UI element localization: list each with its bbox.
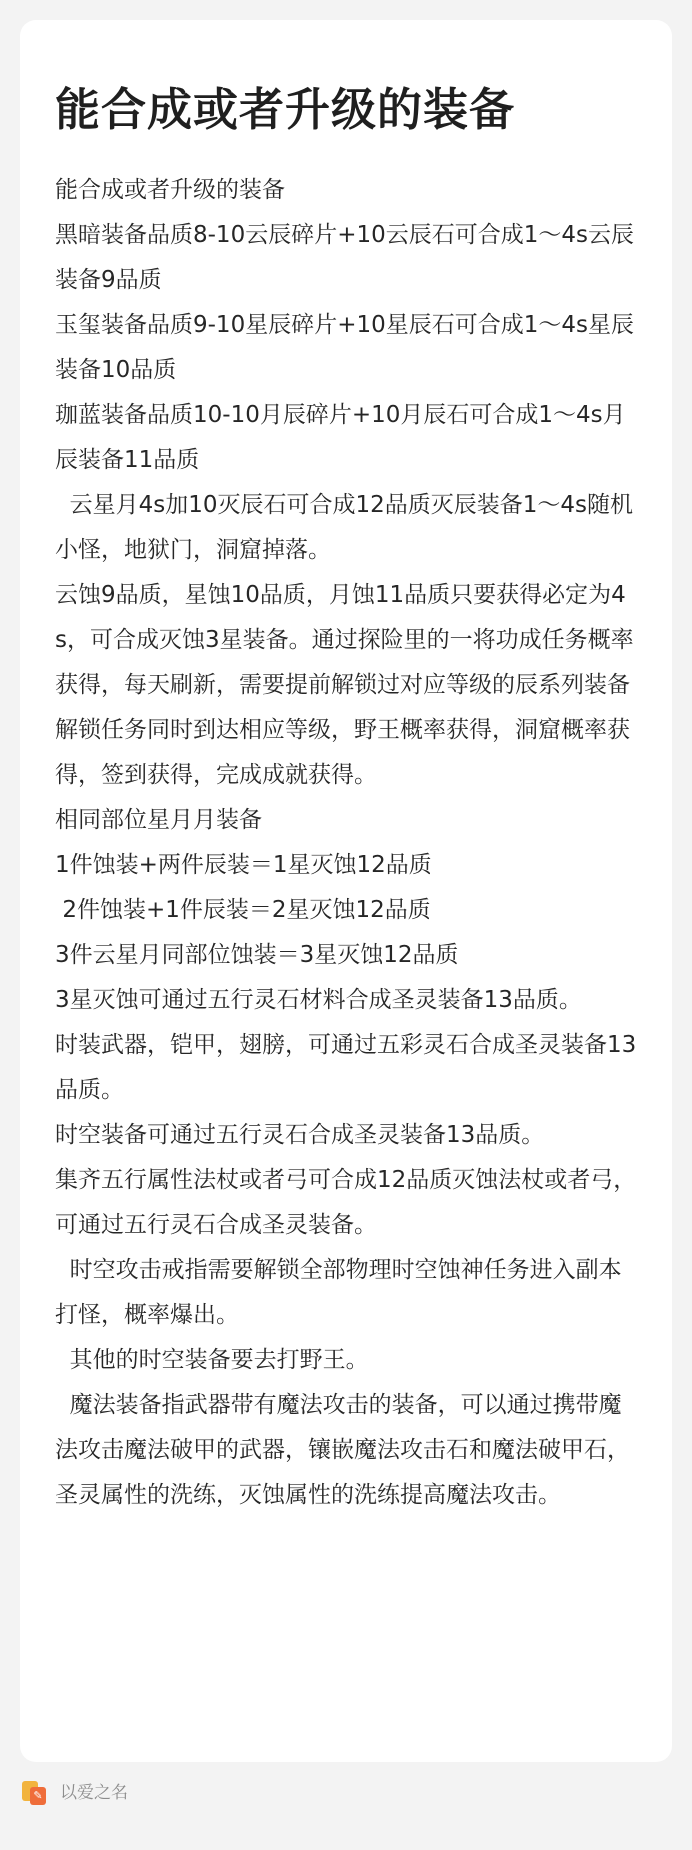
article-line: 玉玺装备品质9-10星辰碎片+10星辰石可合成1～4s星辰装备10品质 xyxy=(55,312,634,383)
article-line: 小怪，地狱门，洞窟掉落。 xyxy=(55,537,331,563)
author-name[interactable]: 以爱之名 xyxy=(60,1783,128,1803)
article-line: 3件云星月同部位蚀装＝3星灭蚀12品质 xyxy=(55,942,459,968)
article-line: 黑暗装备品质8-10云辰碎片+10云辰石可合成1～4s云辰装备9品质 xyxy=(55,222,634,293)
article-line: 集齐五行属性法杖或者弓可合成12品质灭蚀法杖或者弓，可通过五行灵石合成圣灵装备。 xyxy=(55,1167,637,1238)
article-title: 能合成或者升级的装备 xyxy=(55,83,516,136)
article-line: 云蚀9品质，星蚀10品质，月蚀11品质只要获得必定为4s，可合成灭蚀3星装备。通过探险里的一将功成任务概率获得，每天刷新，需要提前解锁过对应等级的辰系列装备解锁任务同时到达相应等级，野王概率获得，洞窟概率获得，签到获得，完成成就获得。 xyxy=(55,582,634,788)
article-line: 云星月4s加10灭辰石可合成12品质灭辰装备1～4s随机 xyxy=(55,492,634,518)
article-line: 时空攻击戒指需要解锁全部物理时空蚀神任务进入副本打怪，概率爆出。 xyxy=(55,1257,622,1328)
author-footer[interactable] xyxy=(22,1778,128,1808)
article-line: 2件蚀装+1件辰装＝2星灭蚀12品质 xyxy=(55,897,431,923)
article-line: 时装武器，铠甲，翅膀，可通过五彩灵石合成圣灵装备13品质。 xyxy=(55,1032,637,1103)
article-body xyxy=(55,168,638,1518)
article-line: 相同部位星月月装备 xyxy=(55,807,262,833)
article-line: 1件蚀装+两件辰装＝1星灭蚀12品质 xyxy=(55,852,432,878)
article-card xyxy=(20,20,672,1762)
article-line: 魔法装备指武器带有魔法攻击的装备，可以通过携带魔法攻击魔法破甲的武器，镶嵌魔法攻击石和魔法破甲石，圣灵属性的洗练，灭蚀属性的洗练提高魔法攻击。 xyxy=(55,1392,630,1508)
article-line: 3星灭蚀可通过五行灵石材料合成圣灵装备13品质。 xyxy=(55,987,582,1013)
article-line: 珈蓝装备品质10-10月辰碎片+10月辰石可合成1～4s月辰装备11品质 xyxy=(55,402,626,473)
article-line: 其他的时空装备要去打野王。 xyxy=(55,1347,369,1373)
article-line: 时空装备可通过五行灵石合成圣灵装备13品质。 xyxy=(55,1122,545,1148)
article-line: 能合成或者升级的装备 xyxy=(55,177,285,203)
app-logo-icon: ✎ xyxy=(22,1781,46,1805)
